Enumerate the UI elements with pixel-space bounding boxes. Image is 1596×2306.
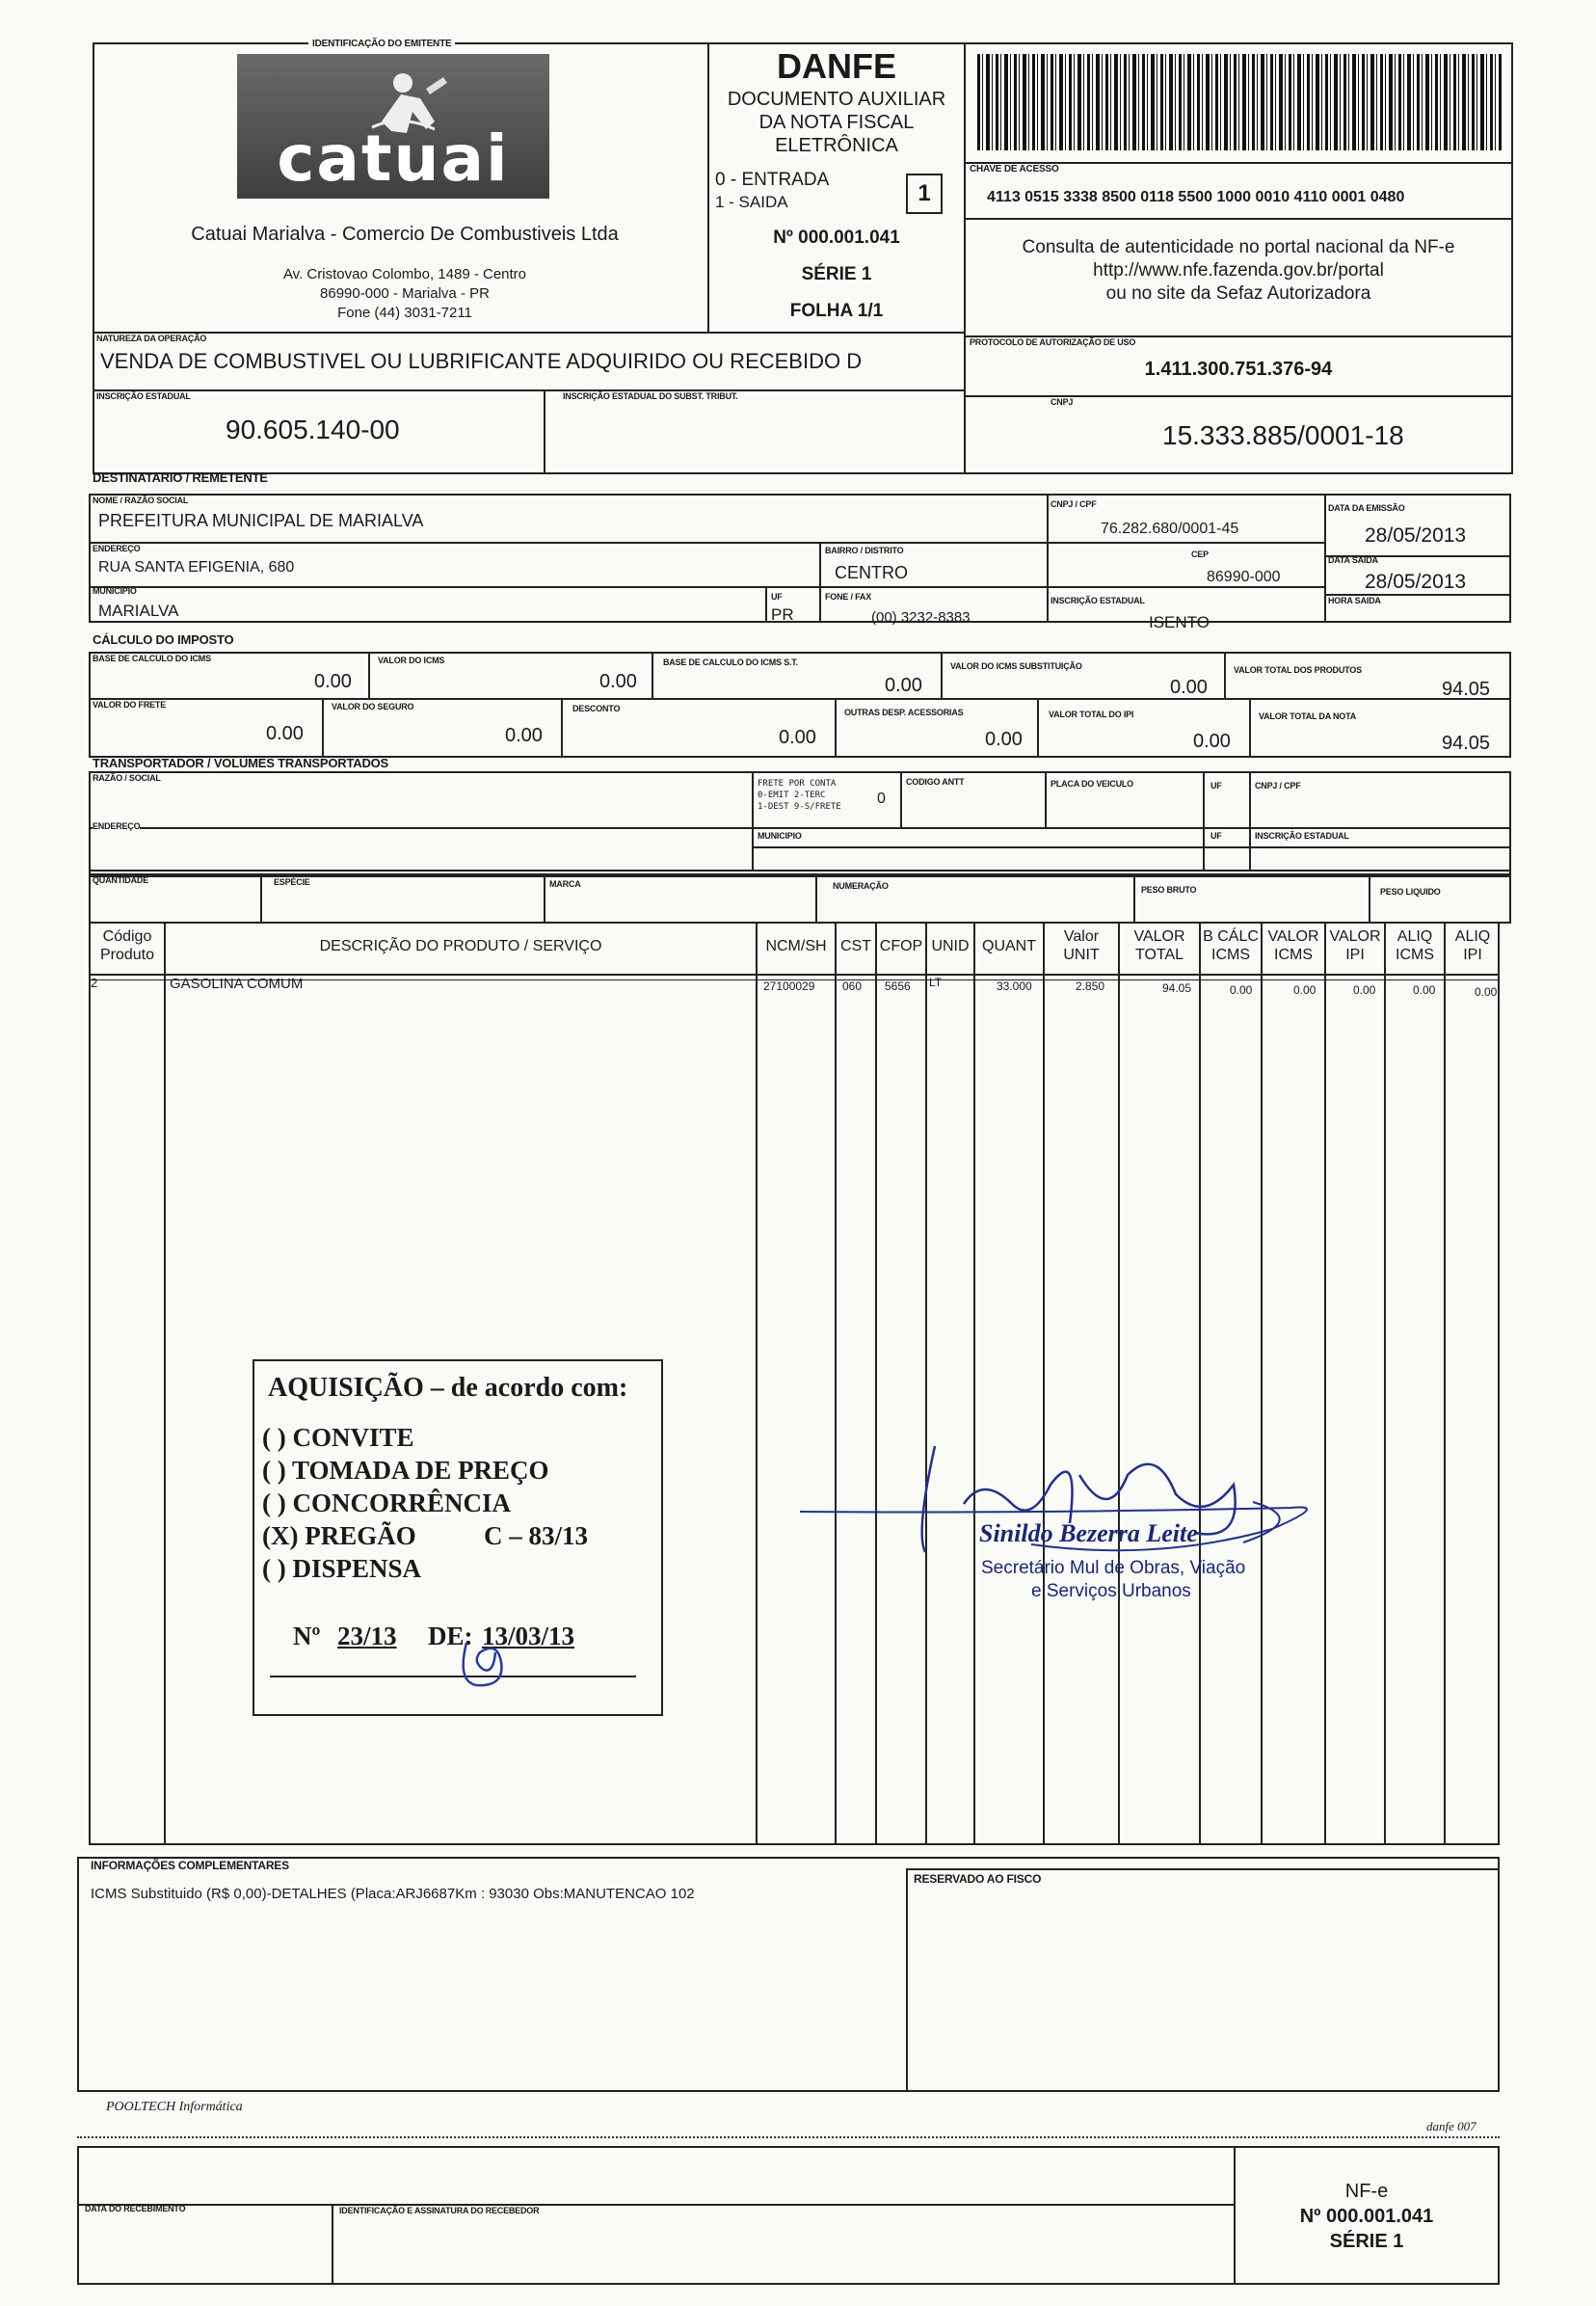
frete-conta-line-1: FRETE POR CONTA [758,779,837,789]
col-aliq-icms: ALIQ ICMS [1396,928,1434,963]
dest-cnpj: 76.282.680/0001-45 [1101,521,1239,537]
antt-label: CODIGO ANTT [906,777,965,787]
desconto-label: DESCONTO [572,704,621,713]
natureza-label: NATUREZA DA OPERAÇÃO [96,334,207,343]
signer-role-1: Secretário Mul de Obras, Viação [981,1558,1246,1578]
cell-valor-unit: 2.850 [1076,979,1105,993]
dest-bairro: CENTRO [835,563,908,582]
tipo-saida: 1 - SAIDA [715,193,788,211]
emitente-label: IDENTIFICAÇÃO DO EMITENTE [308,39,455,49]
emitente-address: Av. Cristovao Colombo, 1489 - Centro [282,266,527,282]
nf-serie: SÉRIE 1 [801,264,872,284]
valor-st-label: VALOR DO ICMS SUBSTITUIÇÃO [950,661,1082,671]
base-icms-label: BASE DE CALCULO DO ICMS [93,654,211,663]
total-nota: 94.05 [1442,733,1491,754]
dest-nome: PREFEITURA MUNICIPAL DE MARIALVA [98,511,424,530]
outras-label: OUTRAS DESP. ACESSORIAS [844,708,964,717]
dest-municipio: MARIALVA [98,602,179,620]
frete-conta-line-2: 0-EMIT 2-TERC [758,791,826,800]
footer-serie: SÉRIE 1 [1329,2231,1404,2252]
cell-aliq-icms: 0.00 [1413,983,1436,997]
especie-label: ESPÉCIE [274,877,310,887]
destinatario-section: DESTINATARIO / REMETENTE [93,470,268,485]
footer-numero: Nº 000.001.041 [1299,2206,1434,2227]
cell-ncm: 27100029 [763,979,815,993]
col-valor-ipi: VALOR IPI [1329,928,1381,963]
cell-valor-total: 94.05 [1162,981,1192,995]
cell-quant: 33.000 [997,979,1032,993]
col-cst: CST [840,938,871,954]
dest-emissao: 28/05/2013 [1365,524,1467,547]
danfe-subtitle-3: ELETRÔNICA [775,135,898,156]
transp-razao-label: RAZÃO / SOCIAL [93,773,161,783]
stamp-pregao-num: C – 83/13 [484,1521,588,1550]
emitente-city: 86990-000 - Marialva - PR [320,285,490,302]
info-text: ICMS Substituido (R$ 0,00)-DETALHES (Placa:ARJ6687Km : 93030 Obs:MANUTENCAO 102 [91,1886,695,1902]
col-codigo: Código Produto [99,928,155,963]
consulta-line-2: http://www.nfe.fazenda.gov.br/portal [1093,260,1384,281]
emitente-name: Catuai Marialva - Comercio De Combustiveis Ltda [191,224,619,245]
emit-cnpj-value: 15.333.885/0001-18 [1162,420,1404,450]
nf-numero: Nº 000.001.041 [773,228,900,248]
barcode [977,54,1502,150]
seguro-label: VALOR DO SEGURO [332,702,414,711]
outras: 0.00 [985,729,1023,750]
stamp-numero: 23/13 [337,1622,397,1650]
transportador-section: TRANSPORTADOR / VOLUMES TRANSPORTADOS [93,756,389,770]
dest-emissao-label: DATA DA EMISSÃO [1328,503,1405,513]
peso-liquido-label: PESO LIQUIDO [1380,887,1441,897]
acquisition-stamp [253,1359,663,1716]
dest-ie-label: INSCRIÇÃO ESTADUAL [1051,596,1145,605]
imposto-section: CÁLCULO DO IMPOSTO [93,632,234,647]
frete: 0.00 [266,723,304,744]
total-produtos-label: VALOR TOTAL DOS PRODUTOS [1234,665,1362,675]
fisco-label: RESERVADO AO FISCO [914,1872,1042,1886]
cell-unid: LT [929,976,943,989]
dest-ie: ISENTO [1149,613,1210,631]
valor-icms-label: VALOR DO ICMS [378,656,445,665]
stamp-tomada: ( ) TOMADA DE PREÇO [262,1456,549,1485]
col-descricao: DESCRIÇÃO DO PRODUTO / SERVIÇO [319,938,602,954]
dest-saida-label: DATA SAIDA [1328,555,1378,565]
consulta-line-3: ou no site da Sefaz Autorizadora [1105,283,1371,304]
dest-cep-label: CEP [1191,550,1209,559]
col-valor-total: VALOR TOTAL [1133,928,1185,963]
signer-name: Sinildo Bezerra Leite [979,1519,1198,1547]
numeracao-label: NUMERAÇÃO [833,881,889,891]
chave-value: 4113 0515 3338 8500 0118 5500 1000 0010 4110 0001 0480 [987,189,1405,205]
col-unid: UNID [931,938,970,954]
dest-endereco: RUA SANTA EFIGENIA, 680 [98,559,295,576]
marca-label: MARCA [549,879,581,889]
ie-value: 90.605.140-00 [226,415,400,444]
cell-valor-ipi: 0.00 [1353,983,1376,997]
dest-cep: 86990-000 [1207,569,1281,585]
col-cfop: CFOP [879,938,923,954]
frete-conta-line-3: 1-DEST 9-S/FRETE [758,802,841,812]
valor-st: 0.00 [1170,677,1208,698]
info-label: INFORMAÇÕES COMPLEMENTARES [91,1859,289,1872]
transp-uf-label: UF [1210,781,1222,791]
initials-mark [438,1623,524,1701]
dest-saida: 28/05/2013 [1365,571,1467,593]
iest-label: INSCRIÇÃO ESTADUAL DO SUBST. TRIBUT. [563,391,738,401]
identificacao-label: IDENTIFICAÇÃO E ASSINATURA DO RECEBEDOR [339,2206,540,2215]
printer-name: POOLTECH Informática [106,2100,243,2114]
stamp-title: AQUISIÇÃO – de acordo com: [268,1373,628,1403]
valor-icms: 0.00 [599,671,637,692]
chave-label: CHAVE DE ACESSO [970,164,1059,174]
emit-cnpj-label: CNPJ [1051,397,1074,407]
peso-bruto-label: PESO BRUTO [1141,885,1197,895]
dest-fone: (00) 3232-8383 [871,609,971,626]
ipi-label: VALOR TOTAL DO IPI [1049,710,1134,719]
dest-cnpj-label: CNPJ / CPF [1051,499,1097,509]
stamp-convite: ( ) CONVITE [262,1423,414,1452]
desconto: 0.00 [779,727,816,748]
cell-cfop: 5656 [885,979,911,993]
ipi: 0.00 [1193,731,1231,752]
natureza-value: VENDA DE COMBUSTIVEL OU LUBRIFICANTE ADQUIRIDO OU RECEBIDO D [100,349,863,373]
dest-uf: PR [771,605,794,624]
col-ncm: NCM/SH [765,938,827,954]
frete-conta-value: 0 [877,791,886,807]
ie-label: INSCRIÇÃO ESTADUAL [96,391,191,401]
cut-line [77,2136,1500,2138]
data-recebimento-label: DATA DO RECEBIMENTO [85,2204,186,2213]
col-valor-unit: Valor UNIT [1063,928,1100,963]
dest-fone-label: FONE / FAX [825,592,872,602]
col-bc-icms: B CÁLC ICMS [1203,928,1259,963]
transp-ie-label: INSCRIÇÃO ESTADUAL [1255,831,1349,841]
form-code: danfe 007 [1426,2119,1476,2133]
dest-uf-label: UF [771,592,783,602]
stamp-data: 13/03/13 [482,1622,575,1650]
danfe-title: DANFE [777,46,896,86]
col-valor-icms: VALOR ICMS [1267,928,1319,963]
company-logo [237,54,549,199]
cell-valor-icms: 0.00 [1293,983,1317,997]
dest-nome-label: NOME / RAZÃO SOCIAL [93,496,189,505]
danfe-subtitle-1: DOCUMENTO AUXILIAR [727,89,946,110]
cell-descricao: GASOLINA COMUM [170,976,304,992]
base-icms: 0.00 [314,671,352,692]
total-nota-label: VALOR TOTAL DA NOTA [1259,711,1357,721]
frete-label: VALOR DO FRETE [93,700,167,710]
signer-role-2: e Serviços Urbanos [1031,1581,1191,1601]
base-st-label: BASE DE CALCULO DO ICMS S.T. [663,657,798,667]
cell-cst: 060 [842,979,863,993]
dest-hora-label: HORA SAIDA [1328,596,1381,605]
transp-cnpj-label: CNPJ / CPF [1255,781,1301,791]
col-aliq-ipi: ALIQ IPI [1454,928,1491,963]
stamp-numero-prefix: Nº [293,1622,321,1650]
col-quant: QUANT [982,938,1036,954]
cell-aliq-ipi: 0.00 [1475,985,1498,999]
stamp-dispensa: ( ) DISPENSA [262,1554,422,1583]
dest-endereco-label: ENDEREÇO [93,544,141,553]
cell-bc-icms: 0.00 [1230,983,1253,997]
tipo-box: 1 [906,174,943,214]
tipo-entrada: 0 - ENTRADA [715,170,830,190]
base-st: 0.00 [885,675,922,696]
transp-uf2-label: UF [1210,831,1222,841]
seguro: 0.00 [505,725,543,746]
transp-municipio-label: MUNICIPIO [758,831,802,841]
cell-codigo: 2 [91,976,98,990]
protocolo-label: PROTOCOLO DE AUTORIZAÇÃO DE USO [970,337,1136,347]
transp-endereco-label: ENDEREÇO [93,821,141,831]
stamp-concorrencia: ( ) CONCORRÊNCIA [262,1488,511,1517]
dest-municipio-label: MUNICIPIO [93,586,137,596]
qtd-label: QUANTIDADE [93,875,148,885]
emitente-phone: Fone (44) 3031-7211 [337,305,472,321]
consulta-line-1: Consulta de autenticidade no portal nacional da NF-e [1022,237,1455,257]
nf-folha: FOLHA 1/1 [789,301,884,321]
total-produtos: 94.05 [1442,679,1491,700]
stamp-pregao: (X) PREGÃO [262,1521,416,1550]
footer-nfe: NF-e [1344,2181,1389,2202]
dest-bairro-label: BAIRRO / DISTRITO [825,546,904,555]
protocolo-value: 1.411.300.751.376-94 [1144,359,1333,380]
logo-text: catuai [277,121,510,196]
placa-label: PLACA DO VEICULO [1051,779,1133,789]
stamp-de: DE: [428,1622,473,1650]
danfe-subtitle-2: DA NOTA FISCAL [758,112,915,133]
